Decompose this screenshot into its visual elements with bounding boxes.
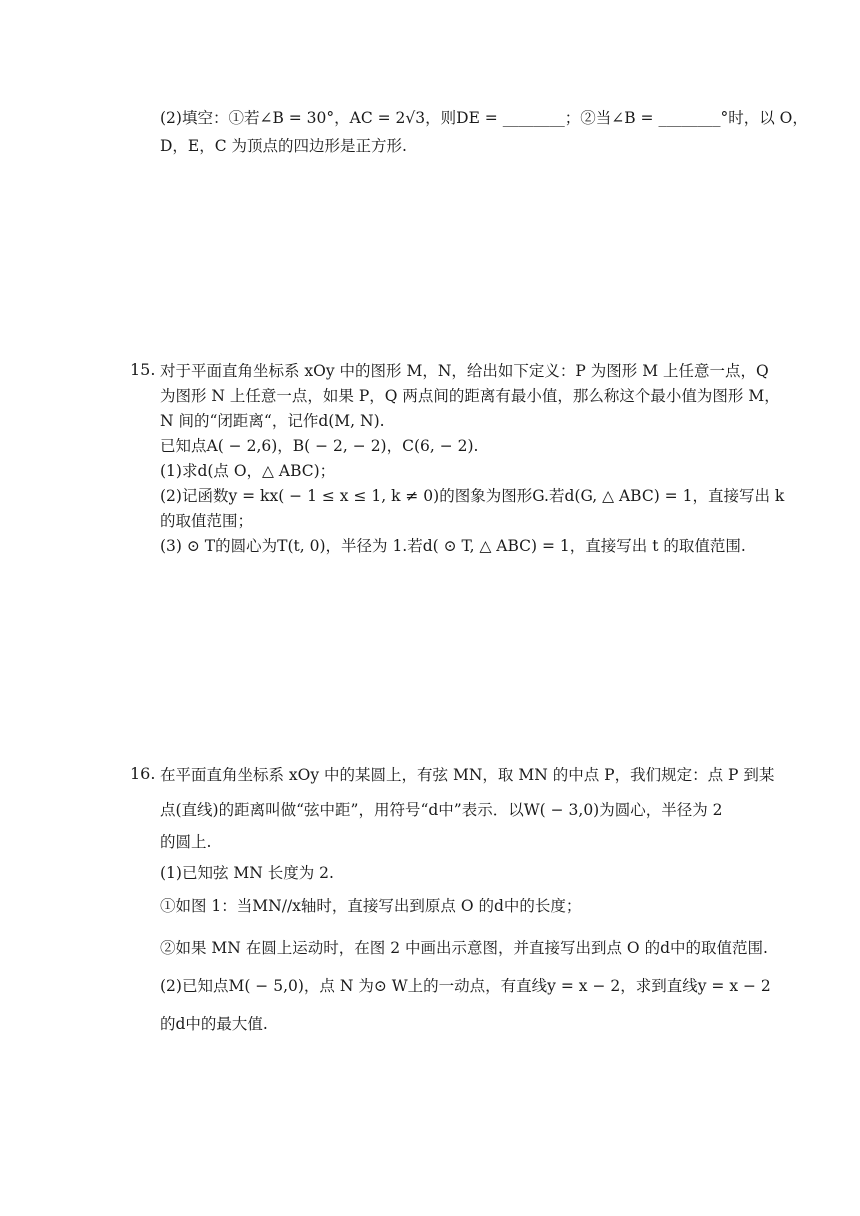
question-16-line: ①如图 1：当MN//x轴时，直接写出到原点 O 的d中的长度； — [160, 897, 582, 915]
question-15-line: N 间的“闭距离“，记作d(M, N). — [160, 412, 385, 430]
question-16-line: (2)已知点M( − 5,0)，点 N 为⊙ W上的一动点，有直线y = x − 2，求到直线y = x − 2 — [160, 977, 771, 995]
part2-line-1: (2)填空：①若∠B = 30°，AC = 2√3，则DE = ________；②当∠B = ________°时，以 O， — [160, 109, 808, 127]
question-15-line: (2)记函数y = kx( − 1 ≤ x ≤ 1, k ≠ 0)的图象为图形G.若d(G, △ ABC) = 1，直接写出 k — [160, 487, 785, 505]
question-15-line: 对于平面直角坐标系 xOy 中的图形 M，N，给出如下定义：P 为图形 M 上任意一点，Q — [160, 362, 769, 380]
question-15-number: 15. — [130, 360, 156, 379]
question-15-line: (3) ⊙ T的圆心为T(t, 0)，半径为 1.若d( ⊙ T, △ ABC) = 1，直接写出 t 的取值范围. — [160, 537, 746, 555]
question-16-line: 的圆上. — [160, 833, 212, 851]
question-16-line: ②如果 MN 在圆上运动时，在图 2 中画出示意图，并直接写出到点 O 的d中的取值范围. — [160, 939, 768, 957]
part2-line-2: D，E，C 为顶点的四边形是正方形. — [160, 137, 407, 155]
question-16-line: (1)已知弦 MN 长度为 2. — [160, 864, 334, 882]
question-16-line: 在平面直角坐标系 xOy 中的某圆上，有弦 MN，取 MN 的中点 P，我们规定：点 P 到某 — [160, 766, 775, 784]
question-16-number: 16. — [130, 764, 156, 783]
question-16-line: 点(直线)的距离叫做“弦中距”，用符号“d中”表示．以W( − 3,0)为圆心，半径为 2 — [160, 801, 723, 819]
question-15-line: (1)求d(点 O，△ ABC)； — [160, 462, 336, 480]
question-16-line: 的d中的最大值. — [160, 1015, 268, 1033]
question-15-line: 的取值范围； — [160, 512, 254, 530]
question-15-line: 为图形 N 上任意一点，如果 P，Q 两点间的距离有最小值，那么称这个最小值为图形 M， — [160, 387, 780, 405]
question-15-line: 已知点A( − 2,6)，B( − 2, − 2)，C(6, − 2). — [160, 437, 479, 455]
